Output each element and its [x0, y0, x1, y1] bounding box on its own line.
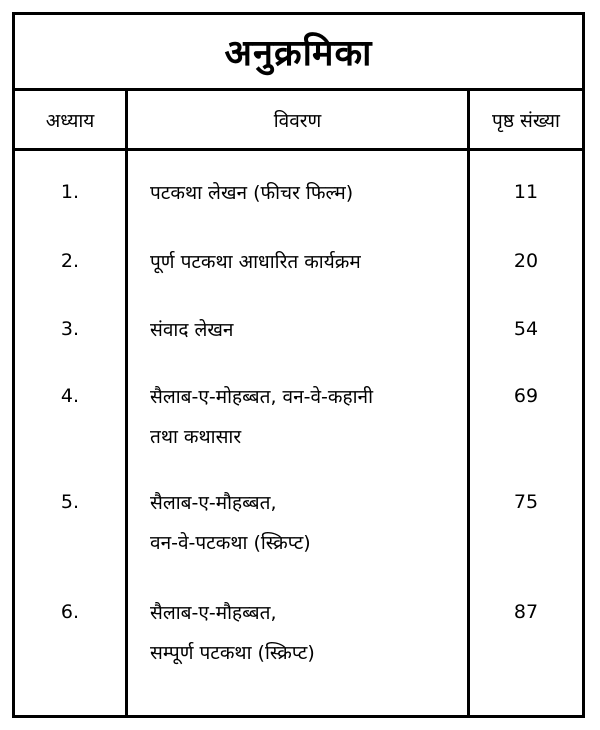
description-line: पूर्ण पटकथा आधारित कार्यक्रम	[150, 251, 361, 273]
page-number: 87	[513, 601, 539, 623]
description-line: सैलाब-ए-मोहब्बत, वन-वे-कहानी	[150, 386, 373, 408]
chapter-description	[150, 593, 460, 673]
description-line: पटकथा लेखन (फीचर फिल्म)	[150, 182, 354, 204]
description-line: सैलाब-ए-मौहब्बत,	[150, 492, 277, 514]
page-number: 75	[513, 491, 539, 513]
header-row	[15, 91, 582, 151]
column-divider	[125, 91, 128, 715]
chapter-number: 5.	[60, 491, 80, 513]
chapter-description	[150, 242, 460, 282]
chapter-description	[150, 483, 460, 563]
chapter-description	[150, 377, 460, 457]
page-title: अनुक्रमिका	[224, 33, 373, 74]
header-page: पृष्ठ संख्या	[492, 109, 560, 132]
description-line: सैलाब-ए-मौहब्बत,	[150, 602, 277, 624]
chapter-number: 2.	[60, 250, 80, 272]
description-line: तथा कथासार	[150, 426, 242, 448]
header-chapter: अध्याय	[45, 109, 95, 132]
description-line: वन-वे-पटकथा (स्क्रिप्ट)	[150, 532, 311, 554]
page-number: 20	[513, 250, 539, 272]
chapter-number: 6.	[60, 601, 80, 623]
chapter-number: 1.	[60, 181, 80, 203]
description-line: सम्पूर्ण पटकथा (स्क्रिप्ट)	[150, 642, 315, 664]
table-of-contents	[12, 12, 585, 718]
chapter-number: 3.	[60, 318, 80, 340]
chapter-description	[150, 173, 460, 213]
description-line: संवाद लेखन	[150, 319, 234, 341]
page-number: 69	[513, 385, 539, 407]
header-description: विवरण	[273, 109, 322, 132]
page-number: 54	[513, 318, 539, 340]
chapter-description	[150, 310, 460, 350]
page-number: 11	[513, 181, 539, 203]
chapter-number: 4.	[60, 385, 80, 407]
title-box	[15, 15, 582, 91]
